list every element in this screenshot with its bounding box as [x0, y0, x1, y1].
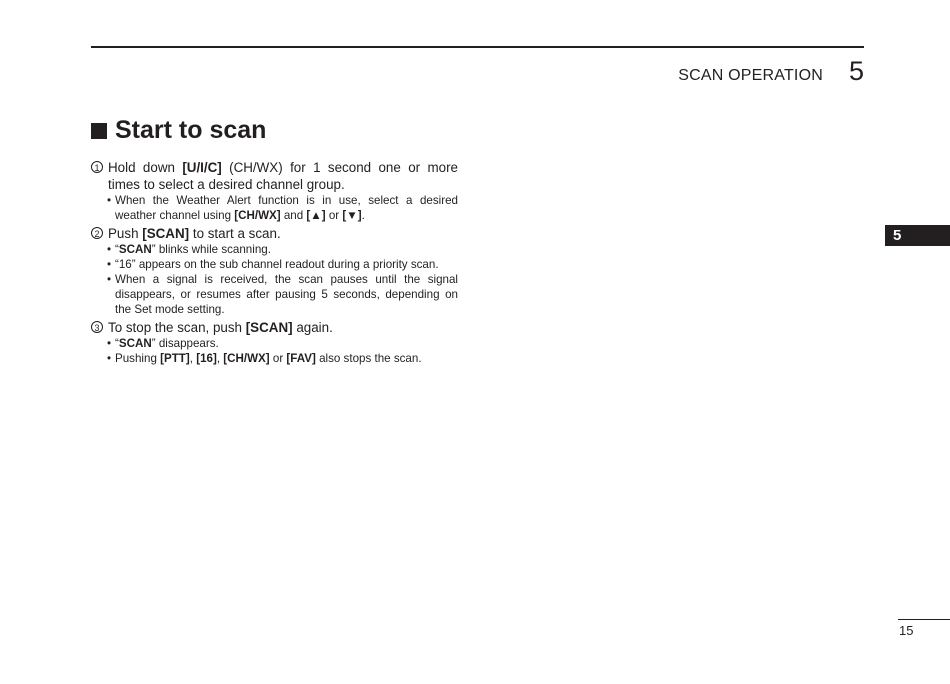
text-run: When the Weather Alert function is in use, select a desired weather channel using — [115, 194, 458, 222]
bullet-note — [91, 336, 458, 351]
text-run: . — [361, 209, 365, 222]
bullet-note — [91, 351, 458, 366]
bullet-note — [91, 242, 458, 257]
key-label: [FAV] — [286, 352, 316, 365]
text-run: To stop the scan, push — [108, 320, 246, 335]
square-bullet-icon — [91, 123, 107, 139]
step-3 — [91, 319, 458, 336]
bullet-note — [91, 193, 458, 223]
step-2 — [91, 225, 458, 242]
bullet-icon: • — [107, 337, 112, 350]
bullet-note — [91, 257, 458, 272]
section-title: Start to scan — [115, 116, 267, 144]
key-label: [16] — [196, 352, 217, 365]
key-label: [SCAN] — [245, 320, 293, 335]
instructions — [91, 157, 458, 366]
text-run: ” disappears. — [151, 337, 219, 350]
page-header — [678, 56, 864, 87]
text-run: , — [189, 352, 197, 365]
key-label: [U/I/C] — [182, 160, 222, 175]
key-label: [CH/WX] — [234, 209, 281, 222]
text-run: or — [269, 352, 287, 365]
text-run: Hold down — [108, 160, 183, 175]
text-run: also stops the scan. — [315, 352, 422, 365]
key-label: [PTT] — [160, 352, 190, 365]
key-label: [SCAN] — [142, 226, 190, 241]
bullet-icon: • — [107, 243, 112, 256]
text-run: and — [280, 209, 307, 222]
text-run: or — [325, 209, 343, 222]
section-heading — [91, 116, 266, 145]
bullet-icon: • — [107, 273, 112, 286]
key-label: SCAN — [118, 243, 152, 256]
text-run: Push — [108, 226, 143, 241]
bullet-icon: • — [107, 258, 112, 271]
text-run: “ — [115, 337, 119, 350]
footer-rule — [898, 619, 950, 620]
text-run: (CH/WX) for 1 second one or more times to select a desired channel group. — [108, 160, 458, 192]
bullet-note — [91, 272, 458, 317]
text-run: “ — [115, 243, 119, 256]
page-number: 15 — [899, 623, 914, 638]
text-run: “16” appears on the sub channel readout during a priority scan. — [115, 258, 439, 271]
text-run: ” blinks while scanning. — [151, 243, 271, 256]
step-number-icon: 1 — [91, 161, 103, 173]
text-run: to start a scan. — [189, 226, 281, 241]
text-run: , — [216, 352, 224, 365]
text-run: When a signal is received, the scan pauses until the signal disappears, or resumes after pausing 5 seconds, depending on the Set mode setting. — [115, 273, 458, 316]
chapter-title: SCAN OPERATION — [678, 67, 823, 84]
key-label: [▼] — [342, 209, 362, 222]
step-number-icon: 2 — [91, 227, 103, 239]
key-label: [CH/WX] — [223, 352, 270, 365]
header-rule — [91, 46, 864, 48]
bullet-icon: • — [107, 352, 112, 365]
step-1 — [91, 159, 458, 193]
step-number-icon: 3 — [91, 321, 103, 333]
bullet-icon: • — [107, 194, 112, 207]
chapter-side-tab: 5 — [885, 225, 950, 246]
text-run: again. — [292, 320, 333, 335]
chapter-number: 5 — [848, 56, 864, 86]
key-label: SCAN — [118, 337, 152, 350]
text-run: Pushing — [115, 352, 161, 365]
key-label: [▲] — [306, 209, 326, 222]
